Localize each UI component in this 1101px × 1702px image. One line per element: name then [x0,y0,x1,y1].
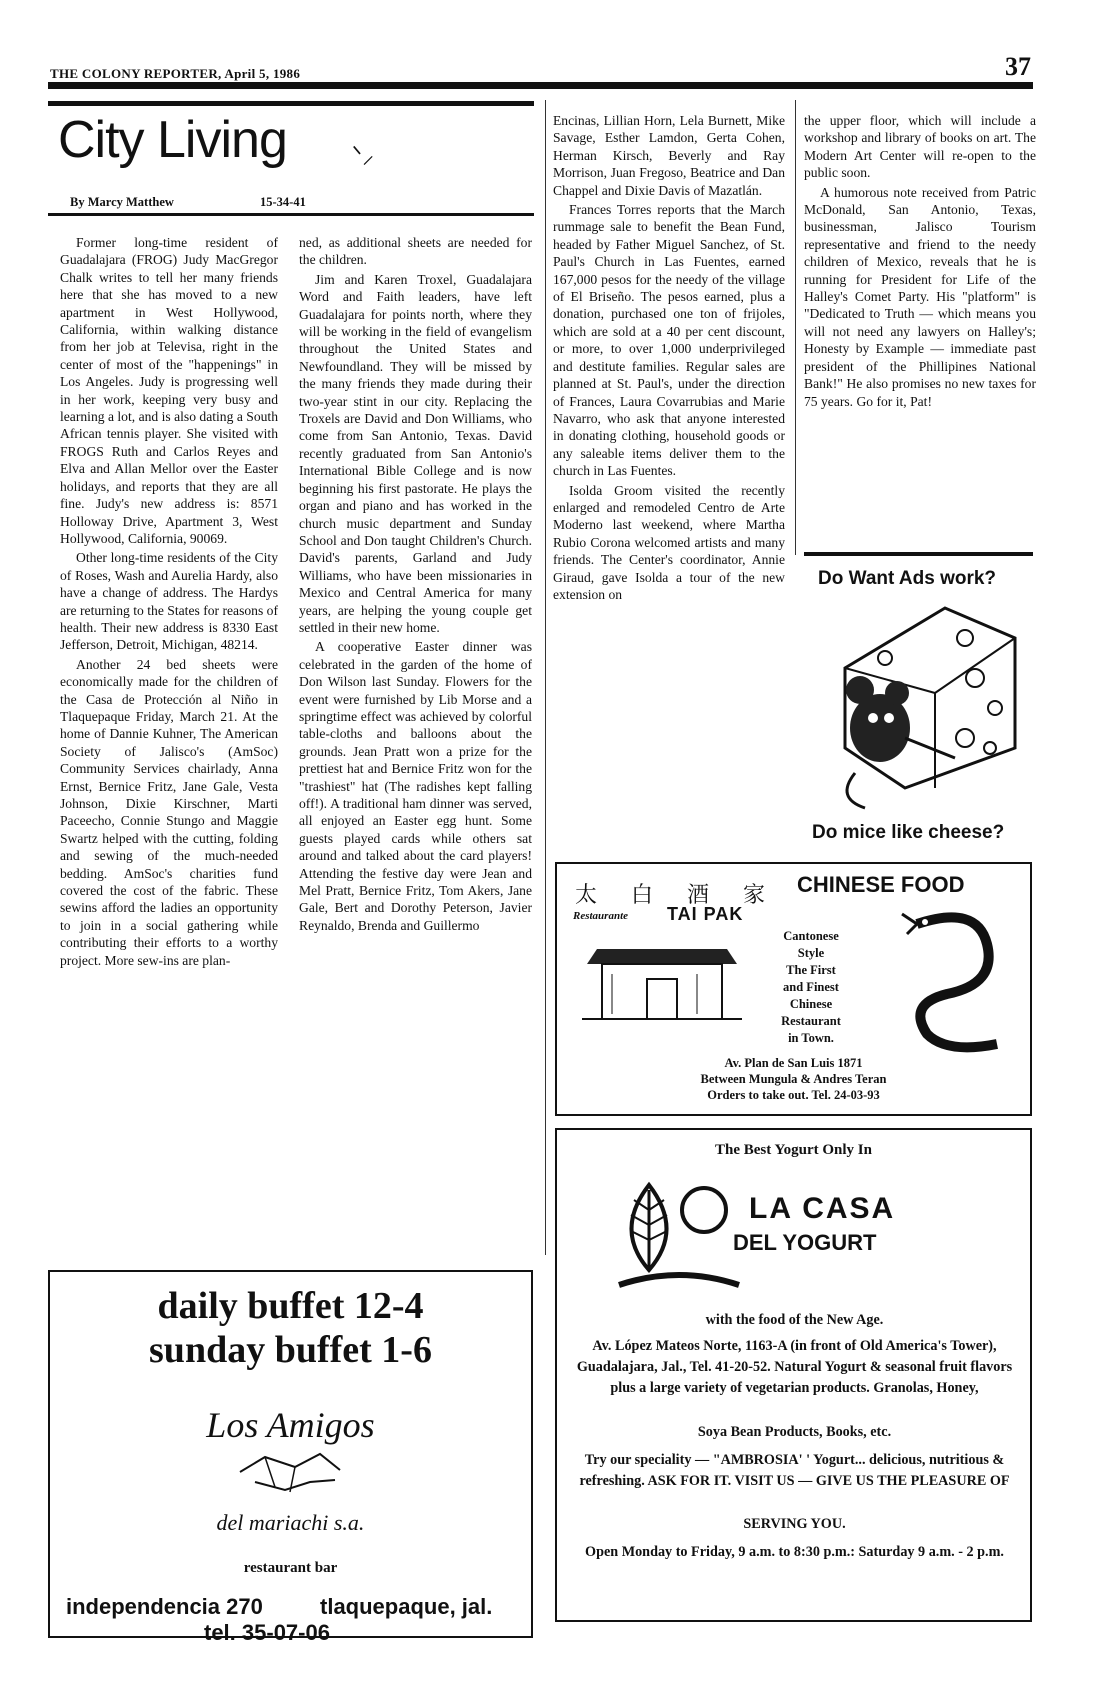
daily-buffet: daily buffet 12-4 [157,1285,424,1327]
yogurt-serving: SERVING YOU. [743,1516,846,1532]
column-divider [545,100,546,1255]
paragraph: A cooperative Easter dinner was celebrated in the garden of the home of Don Wilson last Sunday. Flowers for the event were furnished by Lib Morse and a springtime effect was achieved by colorful table-cloths and balloons about the grounds. Jean Pratt won a prize for the prettiest hat and Bernice Fritz won for the "trashiest" hat (The radishes kept falling off!). A traditional ham dinner was served, all enjoyed an Easter egg hunt. Some guests played cards while others sat around and talked about the card players! Attending the festive day were Jean and Mel Pratt, Bernice Fritz, Tom Akers, Jane Gale, Bert and Dorothy Peterson, Javier Reynaldo, Brenda and Guillermo [299,639,532,933]
desc-line: in Town. [788,1031,834,1045]
yogurt-products: Soya Bean Products, Books, etc. [697,1424,892,1440]
paragraph: Encinas, Lillian Horn, Lela Burnett, Mike Savage, Esther Lamdon, Gerta Cohen, Herman Kirsch, Beverly and Ray Morrison, Juan Fregoso, Beatrice and Dan Chappel and Dixie Davis of Mazatlán. [553,113,785,198]
byline: By Marcy Matthew [70,195,174,209]
paragraph: Another 24 bed sheets were economically made for the children of the Casa de Protección al Niño in Tlaquepaque Friday, March 21. At the home of Dannie Kuhner, The American Society of Jalisco's (AmSoc) Community Services chairlady, Anna Ernst, Bernice Fritz, Jane Gale, Vesta Johnson, Dixie Kirschner, Marti Paceecho, Connie Stungo and Maggie Swartz helped with the cutting, folding and sewing of the much-needed bedding. AmSoc's charities fund covered the cost of the fabric. These sewins afford the ladies an opportunity to join in a social gathering while contributing their efforts to a worthy project. More sew-ins are plan- [60,656,278,968]
chinese-characters: 太白酒家 [575,883,800,908]
yogurt-hours: Open Monday to Friday, 9 a.m. to 8:30 p.m.: Saturday 9 a.m. - 2 p.m. [585,1544,1004,1560]
article-column-2 [299,234,532,1259]
la-casa-del-yogurt-ad [555,1128,1032,1622]
leaf-logo-icon [609,1170,749,1300]
chinese-orders: Orders to take out. Tel. 24-03-93 [707,1088,880,1102]
mouse-cheese-illustration [825,598,1025,820]
paragraph: Frances Torres reports that the March rummage sale to benefit the Bean Fund, headed by Father Miguel Sanchez, of St. Paul's Church in Las Fuentes, earned 167,000 pesos for the needy of the village of El Briseño. The pesos earned, plus a donation, purchased one ton of frijoles, which are sold at a 40 per cent discount, or more, to over 1,000 underprivileged and destitute families. Regular sales are planned at St. Paul's, under the direction of Frances, Laura Covarrubias and Marie Navarro, who ask that anyone interested in donating clothing, household goods or any saleable items deliver them to the church in Las Fuentes. [553,202,785,479]
page-number: 37 [1005,52,1031,81]
chinese-address: Av. Plan de San Luis 1871 [724,1056,863,1070]
restaurant-name: Los Amigos [206,1405,375,1445]
column-top-rule [48,101,534,106]
yogurt-address: Av. López Mateos Norte, 1163-A (in front of Old America's Tower), Guadalajara, Jal., Tel. 41-20-52. Natural Yogurt & seasonal fruit flavors plus a large variety of vegetarian products. Granolas, Honey, [576,1338,1013,1396]
desc-line: Chinese [789,997,833,1011]
los-amigos-ad [48,1270,533,1645]
street-address: independencia 270 [66,1594,263,1619]
article-column-3 [553,112,785,847]
tai-pak-logo: TAI PAK [667,904,744,924]
column-title: City Living [58,111,287,169]
want-ads-tagline: Do mice like cheese? [812,822,1005,843]
del-yogurt-logo: DEL YOGURT [733,1230,877,1255]
paragraph: Former long-time resident of Guadalajara (FROG) Judy MacGregor Chalk writes to tell her many friends here that she has moved to a new apartment in West Hollywood, California, within walking distance from her job at Televisa, right in the center of most of the "happenings" in Los Angeles. Judy is progressing well in her work, keeping very busy and learning a lot, and is also dating a South African tennis player. She visited with FROGS Ruth and Carlos Reyes and Elva and Allan Mellor over the Easter holidays, and reports that they are all fine. Judy's new address is: 8571 Holloway Drive, Apartment 3, West Hollywood, California, 90069. [60,235,278,546]
restaurant-building-illustration [577,934,747,1024]
desc-line: and Finest [783,980,839,994]
sunday-buffet: sunday buffet 1-6 [149,1329,432,1371]
la-casa-logo: LA CASA [749,1192,896,1225]
dragon-illustration [897,904,1017,1054]
paragraph: Other long-time residents of the City of Roses, Wash and Aurelia Hardy, also have a change of address. The Hardys are returning to the States for reasons of health. Their new address is 8330 East Jefferson, Detroit, Michigan, 48214. [60,550,278,653]
column-divider [795,100,796,555]
desc-line: The First [786,963,836,977]
restaurant-description [761,928,861,1047]
yogurt-new-age: with the food of the New Age. [705,1312,884,1328]
want-ads-heading: Do Want Ads work? [818,568,997,589]
desc-line: Cantonese [783,929,839,943]
top-rule [48,82,1033,89]
paragraph: A humorous note received from Patric McDonald, San Antonio, Texas, businessman, Jalisco Tourism representative and friend to the needy children of Mexico, reveals that he is running for President for Life of the Halley's Comet Party. His "platform" is "Dedicated to Truth — which means you will not need any lawyers on Halley's; Honesty by Example — immediate past president of the Phillipines National Bank!" He also promises no new taxes for 75 years. Go for it, Pat! [804,184,1036,409]
yogurt-speciality: Try our speciality — "AMBROSIA' ' Yogurt... delicious, nutritious & refreshing. ASK FOR IT. VISIT US — GIVE US THE PLEASURE OF [579,1452,1010,1489]
yogurt-tagline: The Best Yogurt Only In [715,1142,872,1158]
desc-line: Restaurant [781,1014,841,1028]
handshake-icon [235,1442,345,1502]
paragraph: Isolda Groom visited the recently enlarged and remodeled Centro de Arte Moderno last weekend, where Martha Rubio Corona welcomed artists and many friends. The Center's coordinator, Annie Giraud, gave Isolda a tour of the new extension on [553,482,785,602]
paragraph: Jim and Karen Troxel, Guadalajara Word and Faith leaders, have left Guadalajara for points north, where they will be working in the field of evangelism throughout the United States and Newfoundland. They will be missed by the many friends they made during their two-year stint in our city. Replacing the Troxels are David and Don Williams, who come from San Antonio, Texas. David recently graduated from San Antonio's International Bible College and is now beginning his first pastorate. He plays the organ and piano and has worked in the church music department and Sunday School and Don taught Children's Church. David's parents, Garland and Judy Williams, who have been missionaries in Mexico and Central America for many years, are helping the young couple get settled in their new home. [299,271,532,635]
phone: tel. 35-07-06 [204,1620,330,1645]
city-address: tlaquepaque, jal. [320,1594,493,1619]
want-ads-rule [804,552,1033,556]
tai-pak-ad [555,862,1032,1116]
restaurante-label: Restaurante [573,910,629,922]
restaurant-type: restaurant bar [243,1560,338,1576]
article-column-4 [804,112,1036,548]
masthead-header: THE COLONY REPORTER, April 5, 1986 [50,66,301,81]
chinese-cross-streets: Between Mungula & Andres Teran [700,1072,887,1086]
desc-line: Style [797,946,825,960]
paragraph: ned, as additional sheets are needed for the children. [299,235,532,268]
paragraph: the upper floor, which will include a workshop and library of books on art. The Modern Art Center will re-open to the public soon. [804,113,1036,181]
byline-rule [48,213,534,216]
byline-code: 15-34-41 [260,195,306,209]
article-column-1 [60,234,278,1259]
chinese-food-headline: CHINESE FOOD [797,872,965,897]
restaurant-subtitle: del mariachi s.a. [216,1510,365,1535]
title-ornament: ᐠ⸝ [352,143,375,169]
